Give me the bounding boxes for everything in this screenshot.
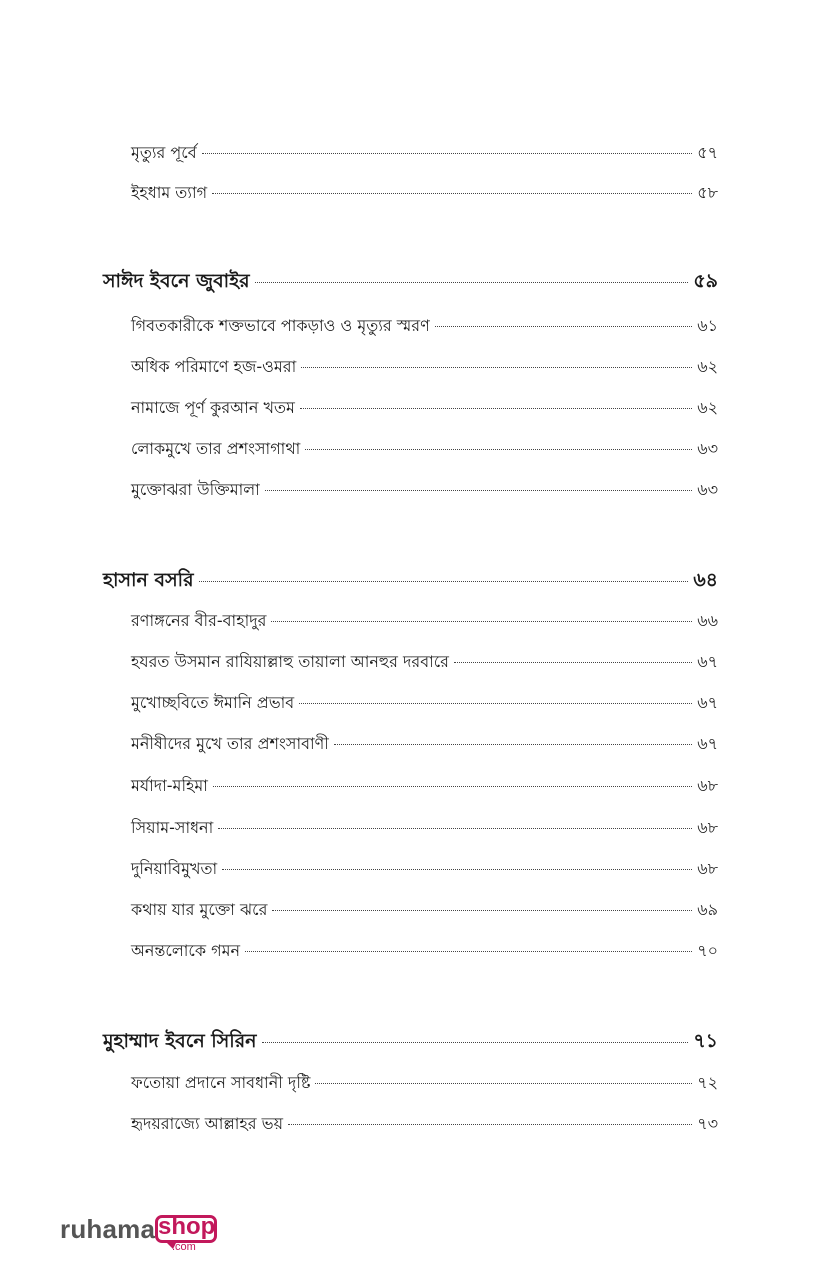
dot-leader bbox=[315, 1082, 692, 1084]
toc-entry-title: ফতোয়া প্রদানে সাবধানী দৃষ্টি bbox=[131, 1073, 311, 1092]
toc-entry-page: ৫৮ bbox=[697, 183, 718, 202]
toc-entry bbox=[131, 815, 718, 842]
toc-entry-title: মুক্তোঝরা উক্তিমালা bbox=[131, 480, 260, 499]
toc-entry-title: অনন্তলোকে গমন bbox=[131, 941, 241, 960]
toc-entry-title: মর্যাদা-মহিমা bbox=[131, 776, 208, 795]
toc-entry bbox=[131, 897, 718, 924]
dot-leader bbox=[454, 661, 692, 663]
toc-chapter-page: ৫৯ bbox=[693, 270, 718, 292]
toc-entry-title: রণাঙ্গনের বীর-বাহাদুর bbox=[131, 611, 267, 630]
toc-entry bbox=[131, 180, 718, 207]
toc-entry bbox=[131, 856, 718, 883]
dot-leader bbox=[212, 192, 692, 194]
toc-entry-title: মুখোচ্ছবিতে ঈমানি প্রভাব bbox=[131, 693, 295, 712]
toc-chapter-page: ৬৪ bbox=[693, 569, 718, 591]
toc-entry-page: ৬৯ bbox=[697, 900, 718, 919]
toc-entry-page: ৬৩ bbox=[697, 439, 718, 458]
toc-entry bbox=[131, 140, 718, 167]
dot-leader bbox=[199, 580, 689, 582]
toc-chapter-page: ৭১ bbox=[693, 1030, 718, 1052]
dot-leader bbox=[245, 950, 692, 952]
toc-entry-page: ৭০ bbox=[697, 941, 718, 960]
dot-leader bbox=[272, 909, 692, 911]
toc-entry-title: দুনিয়াবিমুখতা bbox=[131, 859, 218, 878]
logo-brand-text: ruhama bbox=[60, 1214, 156, 1244]
toc-entry bbox=[131, 608, 718, 635]
toc-chapter bbox=[103, 267, 718, 299]
toc-entry-page: ৬৮ bbox=[697, 859, 718, 878]
dot-leader bbox=[265, 489, 692, 491]
dot-leader bbox=[222, 868, 692, 870]
toc-chapter bbox=[103, 1027, 718, 1059]
toc-entry bbox=[131, 649, 718, 676]
toc-entry bbox=[131, 731, 718, 758]
toc-entry-page: ৫৭ bbox=[697, 143, 718, 162]
toc-entry-page: ৬৭ bbox=[697, 652, 718, 671]
toc-chapter-title: মুহাম্মাদ ইবনে সিরিন bbox=[103, 1030, 257, 1052]
dot-leader bbox=[255, 281, 689, 283]
toc-chapter-title: সাঈদ ইবনে জুবাইর bbox=[103, 270, 250, 292]
toc-entry bbox=[131, 313, 718, 340]
dot-leader bbox=[334, 743, 692, 745]
toc-entry-page: ৬৮ bbox=[697, 776, 718, 795]
dot-leader bbox=[435, 325, 692, 327]
toc-entry bbox=[131, 395, 718, 422]
toc-entry bbox=[131, 1070, 718, 1097]
toc-entry bbox=[131, 436, 718, 463]
toc-entry-page: ৬৬ bbox=[697, 611, 718, 630]
ruhamashop-logo bbox=[60, 1212, 230, 1262]
dot-leader bbox=[300, 407, 692, 409]
toc-entry bbox=[131, 477, 718, 504]
toc-entry-title: ইহধাম ত্যাগ bbox=[131, 183, 208, 202]
dot-leader bbox=[299, 702, 692, 704]
toc-entry-title: লোকমুখে তার প্রশংসাগাথা bbox=[131, 439, 301, 458]
toc-entry bbox=[131, 354, 718, 381]
logo-shop-text: shop bbox=[158, 1213, 216, 1240]
toc-entry-title: সিয়াম-সাধনা bbox=[131, 818, 214, 837]
dot-leader bbox=[202, 152, 693, 154]
toc-entry bbox=[131, 1111, 718, 1138]
dot-leader bbox=[271, 620, 692, 622]
toc-entry-title: কথায় যার মুক্তো ঝরে bbox=[131, 900, 268, 919]
toc-entry-page: ৬৭ bbox=[697, 693, 718, 712]
toc-entry-title: নামাজে পূর্ণ কুরআন খতম bbox=[131, 398, 295, 417]
toc-entry bbox=[131, 938, 718, 965]
toc-entry-page: ৬৮ bbox=[697, 818, 718, 837]
dot-leader bbox=[305, 448, 692, 450]
toc-entry-title: মৃত্যুর পূর্বে bbox=[131, 143, 197, 162]
toc-entry-page: ৭২ bbox=[697, 1073, 718, 1092]
dot-leader bbox=[213, 785, 692, 787]
toc-entry-title: গিবতকারীকে শক্তভাবে পাকড়াও ও মৃত্যুর স্মরণ bbox=[131, 316, 430, 335]
dot-leader bbox=[218, 827, 692, 829]
toc-entry-title: হৃদয়রাজ্যে আল্লাহর ভয় bbox=[131, 1114, 284, 1133]
toc-entry bbox=[131, 773, 718, 800]
logo-domain-text: .com bbox=[172, 1241, 196, 1253]
dot-leader bbox=[288, 1123, 692, 1125]
toc-entry-title: মনীষীদের মুখে তার প্রশংসাবাণী bbox=[131, 734, 329, 753]
dot-leader bbox=[262, 1041, 689, 1043]
toc-entry-page: ৬২ bbox=[697, 357, 718, 376]
toc-entry bbox=[131, 690, 718, 717]
toc-entry-page: ৬৭ bbox=[697, 734, 718, 753]
toc-chapter-title: হাসান বসরি bbox=[103, 569, 194, 591]
dot-leader bbox=[301, 366, 692, 368]
toc-chapter bbox=[103, 566, 718, 598]
toc-entry-title: অধিক পরিমাণে হজ-ওমরা bbox=[131, 357, 297, 376]
toc-entry-page: ৬৩ bbox=[697, 480, 718, 499]
toc-entry-page: ৬১ bbox=[697, 316, 718, 335]
toc-entry-page: ৬২ bbox=[697, 398, 718, 417]
toc-entry-title: হযরত উসমান রাযিয়াল্লাহু তায়ালা আনহুর দরবারে bbox=[131, 652, 449, 671]
toc-entry-page: ৭৩ bbox=[697, 1114, 718, 1133]
